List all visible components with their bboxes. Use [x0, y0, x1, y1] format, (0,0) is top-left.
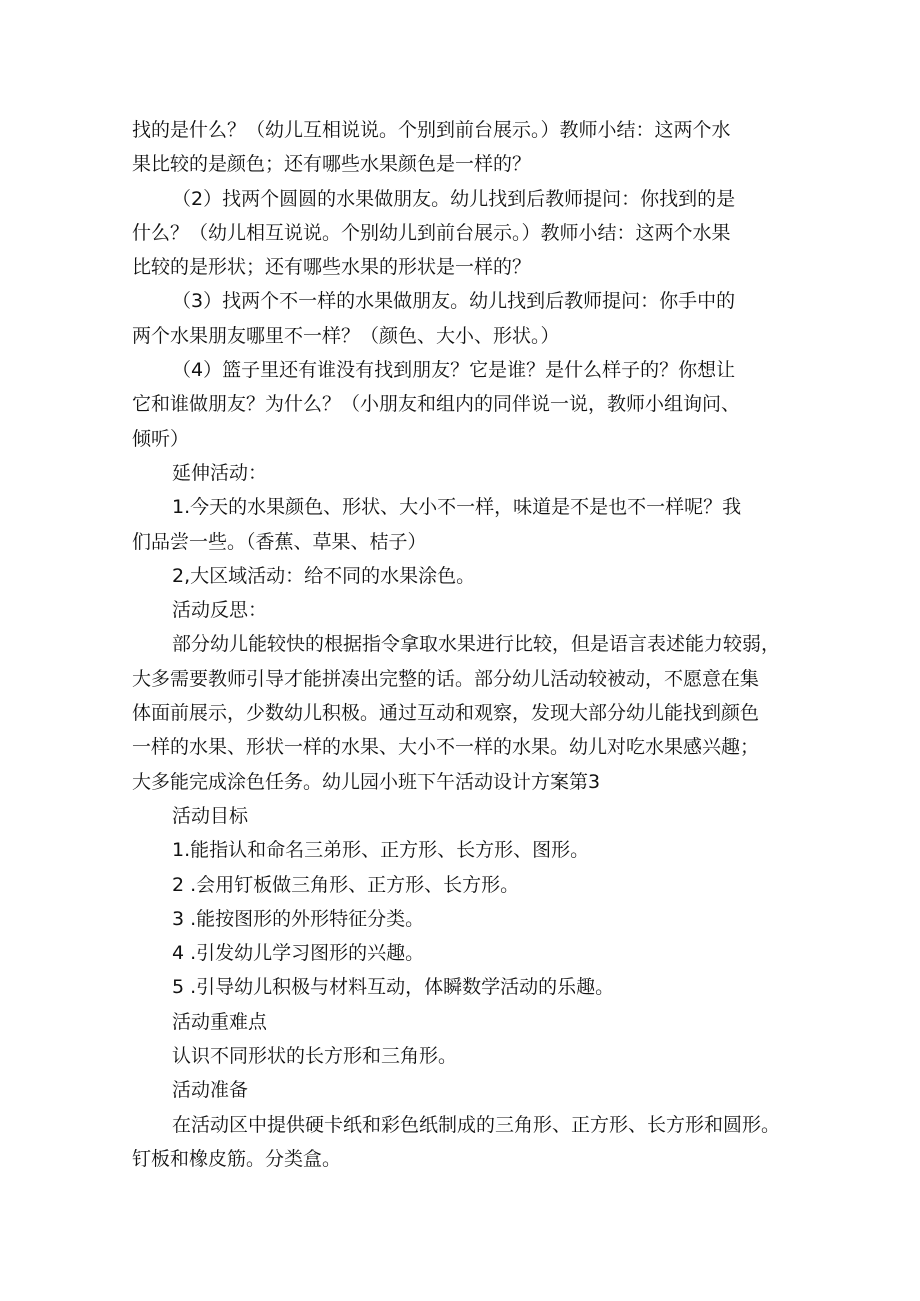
text-line: 大多需要教师引导才能拼凑出完整的话。部分幼儿活动较被动，不愿意在集 — [132, 667, 760, 690]
text-line: 找的是什么？（幼儿互相说说。个别到前台展示。）教师小结：这两个水 — [132, 119, 731, 141]
text-line: 倾听） — [132, 427, 190, 450]
text-line: 什么？（幼儿相互说说。个别幼儿到前台展示。）教师小结：这两个水果 — [132, 221, 731, 244]
text-line: 们品尝一些。（香蕉、草果、桔子） — [132, 530, 427, 553]
text-line: （2）找两个圆圆的水果做朋友。幼儿找到后教师提问：你找到的是 — [172, 187, 736, 210]
text-line: 3 .能按图形的外形特征分类。 — [172, 907, 425, 930]
text-line: 延伸活动： — [172, 461, 268, 484]
text-line: 一样的水果、形状一样的水果、大小不一样的水果。幼儿对吃水果感兴趣； — [132, 736, 760, 759]
text-line: 认识不同形状的长方形和三角形。 — [172, 1045, 458, 1068]
text-line: 1.今天的水果颜色、形状、大小不一样，味道是不是也不一样呢？我 — [172, 496, 742, 519]
text-line: 体面前展示，少数幼儿积极。通过互动和观察，发现大部分幼儿能找到颜色 — [132, 702, 760, 725]
text-line: 1.能指认和命名三弟形、正方形、长方形、图形。 — [172, 839, 590, 862]
text-line: 活动目标 — [172, 804, 249, 827]
text-line: 活动重难点 — [172, 1010, 268, 1033]
text-line: 5 .引导幼儿积极与材料互动，体瞬数学活动的乐趣。 — [172, 976, 615, 999]
text-line: （3）找两个不一样的水果做朋友。幼儿找到后教师提问：你手中的 — [172, 290, 736, 313]
text-line: 4 .引发幼儿学习图形的兴趣。 — [172, 942, 425, 965]
text-line: （4）篮子里还有谁没有找到朋友？它是谁？是什么样子的？你想让 — [172, 359, 736, 382]
document-body — [132, 113, 792, 1176]
text-line: 大多能完成涂色任务。幼儿园小班下午活动设计方案第3 — [132, 770, 601, 793]
text-line: 2 .会用钉板做三角形、正方形、长方形。 — [172, 873, 520, 896]
text-line: 果比较的是颜色；还有哪些水果颜色是一样的？ — [132, 153, 532, 176]
text-line: 活动准备 — [172, 1079, 249, 1102]
text-line: 它和谁做朋友？为什么？（小朋友和组内的同伴说一说，教师小组询问、 — [132, 393, 741, 416]
text-line: 部分幼儿能较快的根据指令拿取水果进行比较，但是语言表述能力较弱， — [172, 633, 781, 656]
text-line: 比较的是形状；还有哪些水果的形状是一样的？ — [132, 256, 532, 279]
text-line: 两个水果朋友哪里不一样？（颜色、大小、形状。） — [132, 324, 560, 347]
text-line: 活动反思： — [172, 599, 268, 622]
text-line: 钉板和橡皮筋。分类盒。 — [132, 1147, 342, 1170]
text-line: 2,大区域活动：给不同的水果涂色。 — [172, 564, 476, 587]
text-line: 在活动区中提供硬卡纸和彩色纸制成的三角形、正方形、长方形和圆形。 — [172, 1113, 781, 1136]
